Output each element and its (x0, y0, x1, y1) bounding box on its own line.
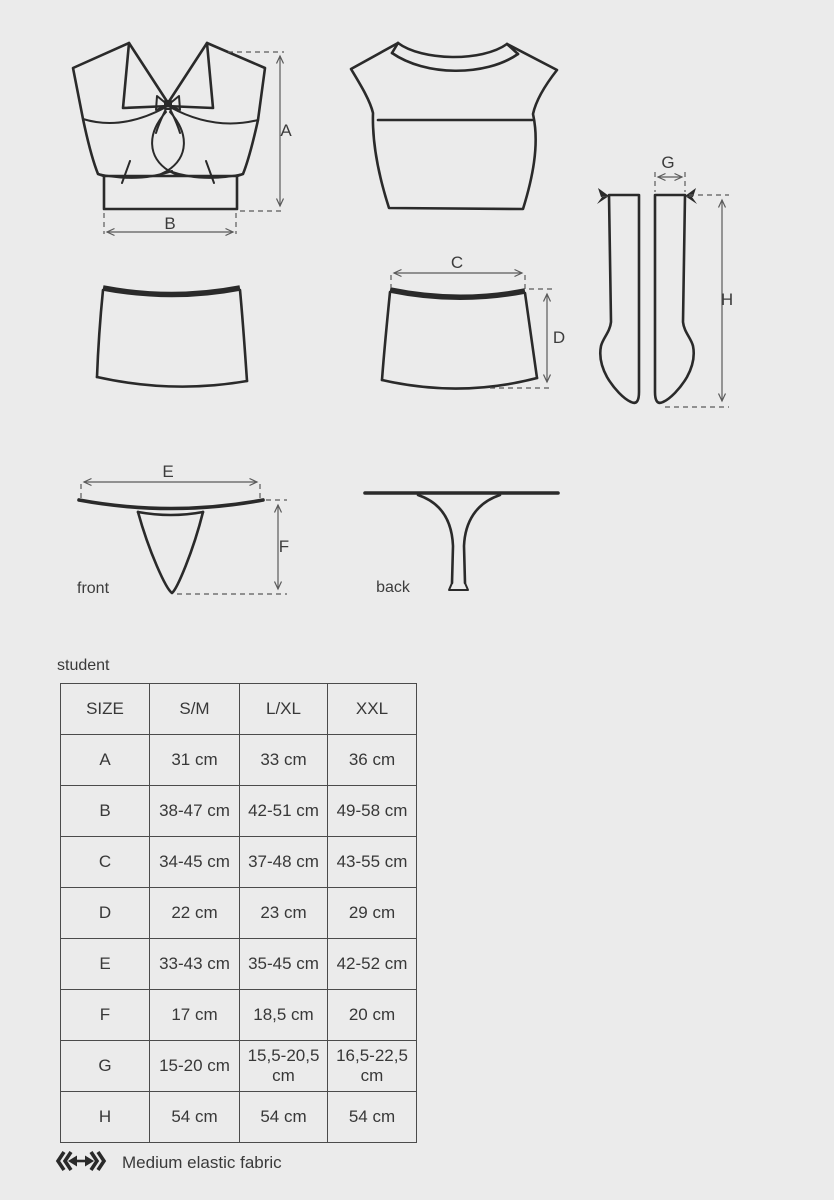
dim-label-g: G (661, 153, 675, 172)
table-row (61, 786, 417, 837)
table-row (61, 888, 417, 939)
table-header-row (61, 684, 417, 735)
table-cell: 15,5-20,5 cm (240, 1041, 328, 1092)
dimension-lines-cd (391, 273, 552, 388)
right-bow-icon (685, 196, 697, 204)
table-cell: 35-45 cm (240, 939, 328, 990)
table-cell: 33 cm (240, 735, 328, 786)
table-cell: 34-45 cm (150, 837, 240, 888)
stockings (597, 188, 697, 403)
table-row (61, 735, 417, 786)
stockings-drawing (595, 150, 740, 415)
table-cell: 49-58 cm (328, 786, 417, 837)
row-label: B (61, 786, 150, 837)
table-row (61, 1092, 417, 1143)
row-label: G (61, 1041, 150, 1092)
table-cell: 16,5-22,5 cm (328, 1041, 417, 1092)
row-label: C (61, 837, 150, 888)
top-back-garment (351, 43, 557, 209)
row-label: A (61, 735, 150, 786)
bow (156, 96, 180, 133)
dimension-lines-ef (81, 482, 290, 594)
table-cell: 36 cm (328, 735, 417, 786)
row-label: D (61, 888, 150, 939)
left-bow-icon (597, 196, 609, 204)
table-cell: 42-52 cm (328, 939, 417, 990)
top-front-drawing (60, 35, 300, 240)
row-label: E (61, 939, 150, 990)
table-cell: 20 cm (328, 990, 417, 1041)
table-cell: 38-47 cm (150, 786, 240, 837)
table-row (61, 990, 417, 1041)
top-front-garment (73, 43, 265, 209)
table-cell: 23 cm (240, 888, 328, 939)
size-table (60, 683, 417, 1143)
row-label: H (61, 1092, 150, 1143)
dim-label-a: A (280, 121, 292, 140)
table-cell: 18,5 cm (240, 990, 328, 1041)
table-cell: 15-20 cm (150, 1041, 240, 1092)
dim-label-h: H (720, 290, 734, 309)
panties-back (365, 493, 558, 590)
dimension-lines-ab (104, 52, 284, 234)
table-cell: 37-48 cm (240, 837, 328, 888)
table-cell: 54 cm (328, 1092, 417, 1143)
front-view-label: front (76, 580, 110, 597)
skirt-front (382, 290, 537, 389)
table-cell: 29 cm (328, 888, 417, 939)
fabric-note: Medium elastic fabric (122, 1153, 282, 1172)
column-header: XXL (328, 684, 417, 735)
elastic-stretch-icon (57, 1150, 105, 1172)
dimension-lines-gh (655, 172, 729, 407)
table-cell: 33-43 cm (150, 939, 240, 990)
table-cell: 17 cm (150, 990, 240, 1041)
column-header: SIZE (61, 684, 150, 735)
table-row (61, 837, 417, 888)
left-bow-icon (598, 188, 609, 197)
skirt-back (97, 288, 247, 387)
skirt-front-drawing (365, 255, 575, 415)
table-title: student (57, 657, 110, 674)
table-row (61, 1041, 417, 1092)
dim-label-d: D (552, 328, 566, 347)
dim-label-f: F (278, 537, 290, 556)
table-cell: 42-51 cm (240, 786, 328, 837)
dim-label-e: E (162, 462, 174, 481)
dim-label-c: C (450, 253, 464, 272)
table-row (61, 939, 417, 990)
table-cell: 31 cm (150, 735, 240, 786)
skirt-back-drawing (90, 280, 265, 400)
table-cell: 54 cm (150, 1092, 240, 1143)
top-back-drawing (345, 30, 560, 215)
back-view-label: back (376, 579, 410, 596)
right-bow-icon (685, 188, 696, 197)
column-header: S/M (150, 684, 240, 735)
dim-label-b: B (164, 214, 176, 233)
table-cell: 54 cm (240, 1092, 328, 1143)
table-cell: 22 cm (150, 888, 240, 939)
row-label: F (61, 990, 150, 1041)
table-cell: 43-55 cm (328, 837, 417, 888)
column-header: L/XL (240, 684, 328, 735)
